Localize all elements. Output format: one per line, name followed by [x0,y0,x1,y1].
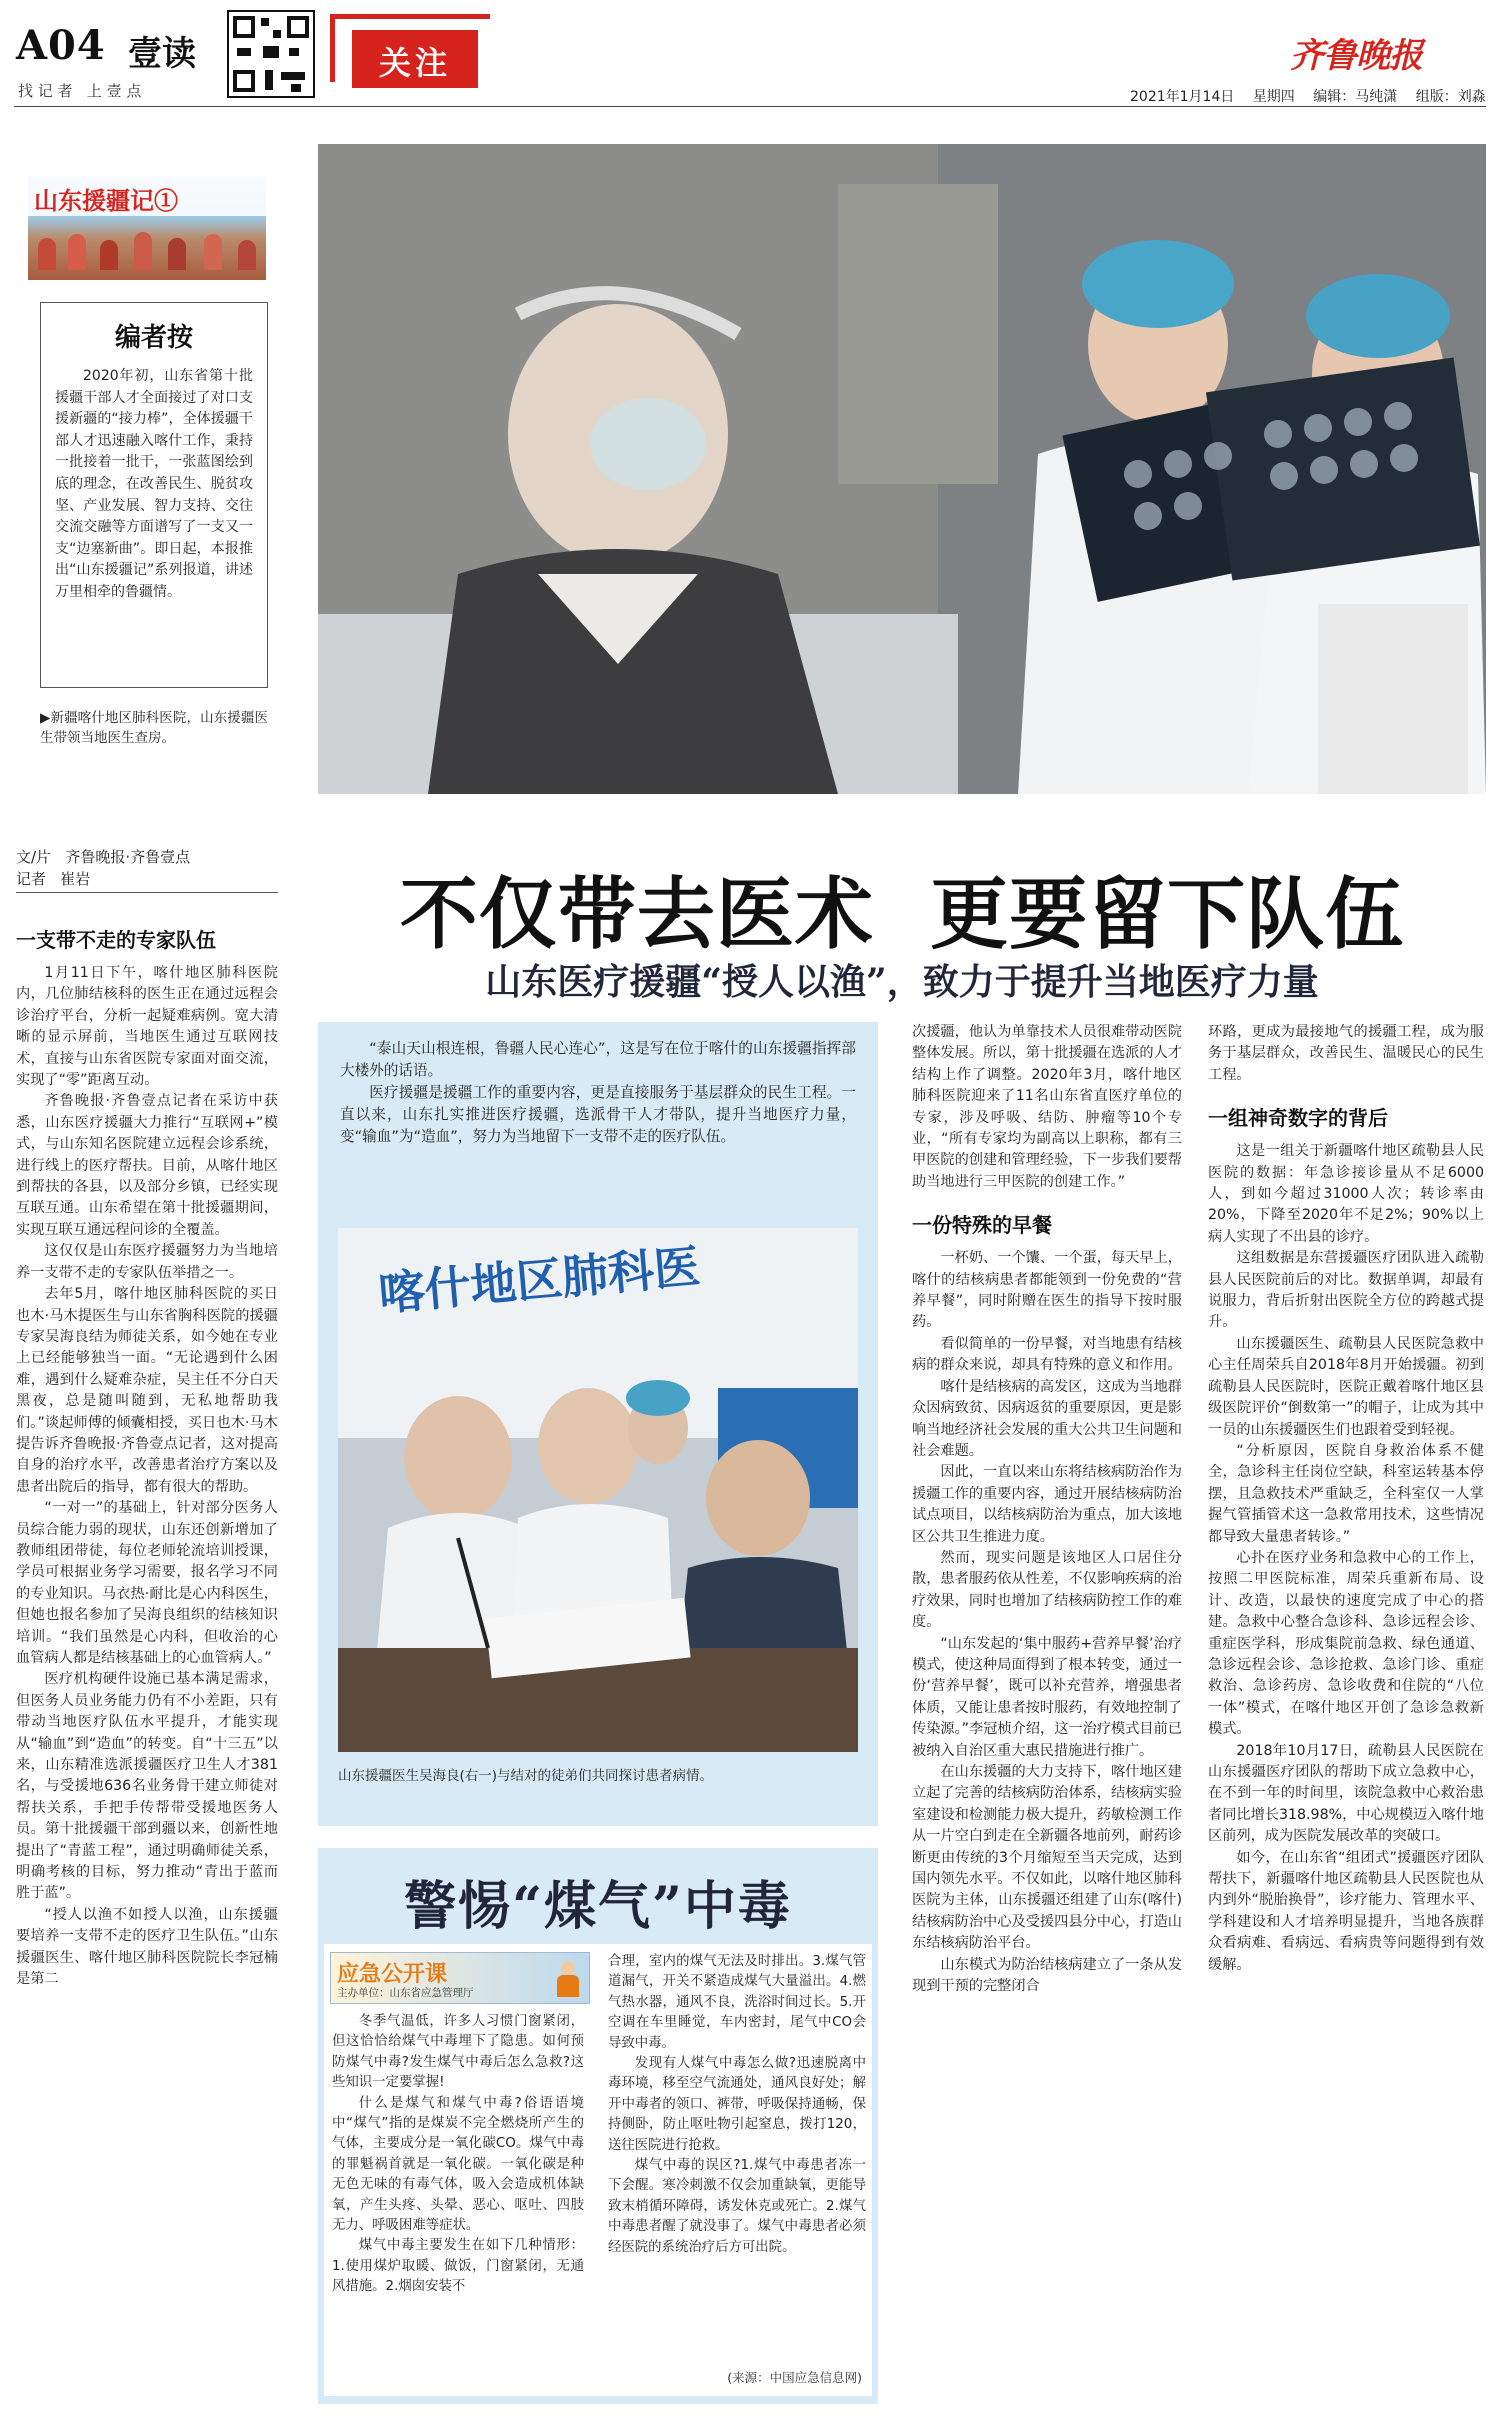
col5-paragraph: 山东援疆医生、疏勒县人民医院急救中心主任周荣兵自2018年8月开始援疆。初到疏勒县人民医院时，医院正戴着喀什地区县级医院评价“倒数第一”的帽子，让成为其中一员的山东援疆医生们也跟着受到轻视。 [1208,1335,1484,1438]
col5-paragraph: 这组数据是东营援疆医疗团队进入疏勒县人民医院前后的对比。数据单调，却最有说服力，背后折射出医院全方位的跨越式提升。 [1208,1250,1484,1331]
issue-date: 2021年1月14日 [1130,89,1235,105]
col5-paragraph: 这是一组关于新疆喀什地区疏勒县人民医院的数据：年急诊接诊量从不足6000人，到如今超过31000人次；转诊率由20%，下降至2020年不足2%；90%以上病人实现了不出县的诊疗。 [1208,1143,1484,1245]
col5-paragraph: “分析原因，医院自身救治体系不健全，急诊科主任岗位空缺，科室运转基本停摆，且急救技术严重缺乏，全科室仅一人掌握气管插管术这一急救常用技术，这些情况都导致大量患者转诊。” [1208,1442,1484,1545]
section-name: 壹读 [128,34,196,74]
col5-paragraph: 环路，更成为最接地气的援疆工程，成为服务于基层群众，改善民生、温暖民心的民生工程。 [1208,1024,1484,1083]
main-photo-illustration [318,144,1486,794]
inner-photo-caption: 山东援疆医生吴海良(右一)与结对的徒弟们共同探讨患者病情。 [338,1768,714,1784]
warning-paragraph: 发现有人煤气中毒怎么做?迅速脱离中毒环境，移至空气流通处，通风良好处；解开中毒者的领口、裤带，呼吸保持通畅，保持侧卧，防止呕吐物引起窒息，拨打120，送往医院进行抢救。 [608,2056,866,2153]
byline-line2: 记者 崔岩 [16,870,91,888]
editor-note-title: 编者按 [114,323,193,353]
warning-source: (来源：中国应急信息网) [727,2370,862,2385]
page-header [0,0,1500,108]
inner-photo-sign: 喀什地区肺科医 [376,1239,703,1321]
slogan: 找 记 者 上 壹 点 [18,82,142,100]
col1-paragraph: 1月11日下午，喀什地区肺科医院内，几位肺结核科的医生正在通过远程会诊治疗平台，分析一起疑难病例。宽大清晰的显示屏前，当地医生通过互联网技术，直接与山东省医院专家面对面交流，实现了“零”距离互动。 [16,965,278,1089]
col4-paragraph: 因此，一直以来山东将结核病防治作为援疆工作的重要内容，通过开展结核病防治试点项目，以结核病防治为重点，加大该地区公共卫生推进力度。 [912,1464,1182,1545]
warning-paragraph: 什么是煤气和煤气中毒?俗语语境中“煤气”指的是煤炭不完全燃烧所产生的气体，主要成分是一氧化碳CO。煤气中毒的罪魁祸首就是一氧化碳。一氧化碳是种无色无味的有毒气体，吸入会造成机体缺氧，产生头疼、头晕、恶心、呕吐、四肢无力、呼吸困难等症状。 [332,2095,584,2234]
warning-left-column [332,2012,584,2298]
page-code: A04 [16,22,106,69]
col4-paragraph: 次援疆，他认为单靠技术人员很难带动医院整体发展。所以，第十批援疆在选派的人才结构上作了调整。2020年3月，喀什地区肺科医院迎来了11名山东省直医疗单位的专家，涉及呼吸、结防、肿瘤等10个专业，“所有专家均为副高以上职称，都有三甲医院的创建和管理经验，下一步我们要帮助当地进行三甲医院的创建工作。” [912,1024,1182,1190]
lead-paragraph-1: “泰山天山根连根，鲁疆人民心连心”，这是写在位于喀什的山东援疆指挥部大楼外的话语。 [340,1040,856,1079]
byline-line1: 文/片 齐鲁晚报·齐鲁壹点 [16,848,191,866]
byline-rule [16,892,278,893]
warning-right-column [608,1952,866,2258]
editor-credit: 编辑：马纯潇 [1313,89,1398,105]
col1-paragraph: 齐鲁晚报·齐鲁壹点记者在采访中获悉，山东医疗援疆大力推行“互联网+”模式，与山东知名医院建立远程会诊系统，进行线上的医疗帮扶。目前，从喀什地区到帮扶的各县，以及部分乡镇，已经实现互联互通。山东希望在第十批援疆期间，实现互联互通远程问诊的全覆盖。 [16,1093,278,1238]
series-banner [28,176,266,280]
headline-sub: 山东医疗援疆“授人以渔”，致力于提升当地医疗力量 [485,961,1319,1003]
header-meta [1130,86,1486,106]
banner-figure-icon [553,1961,583,1997]
warning-banner-title: 应急公开课 [337,1961,448,1987]
col5-paragraph: 2018年10月17日，疏勒县人民医院在山东援疆医疗团队的帮助下成立急救中心，在不到一年的时间里，该院急救中心救治患者同比增长318.98%，中心规模迈入喀什地区前列，成为医院发展改革的突破口。 [1208,1742,1484,1845]
col1-paragraph: 医疗机构硬件设施已基本满足需求，但医务人员业务能力仍有不小差距，只有带动当地医疗队伍水平提升，才能实现从“输血”到“造血”的转变。自“十三五”以来，山东精准选派援疆医疗卫生人才381名，与受援地636名业务骨干建立师徒对帮扶关系，手把手传帮带受援地医务人员。第十批援疆干部到疆以来，创新性地提出了“青蓝工程”，通过明确师徒关系，明确考核的目标，努力推动“青出于蓝而胜于蓝”。 [16,1671,278,1902]
editor-note [40,302,268,688]
col1-heading: 一支带不走的专家队伍 [16,928,216,952]
col5-heading: 一组神奇数字的背后 [1208,1106,1388,1131]
col5-paragraph: 如今，在山东省“组团式”援疆医疗团队帮扶下，新疆喀什地区疏勒县人民医院也从内到外“脱胎换骨”，诊疗能力、管理水平、学科建设和人才培养明显提升，当地各族群众看病难、看病远、看病贵等问题得到有效缓解。 [1208,1849,1484,1973]
col4-paragraph: “山东发起的‘集中服药+营养早餐’治疗模式，使这种局面得到了根本转变，通过一份‘营养早餐’，既可以补充营养，增强患者体质，又能让患者按时服药，有效地控制了传染源。”李冠桢介绍，这一治疗模式目前已被纳入自治区重大惠民措施进行推广。 [912,1635,1182,1759]
column-1 [16,920,278,1991]
col4-paragraph: 看似简单的一份早餐，对当地患有结核病的群众来说，却具有特殊的意义和作用。 [912,1335,1182,1374]
byline [16,846,278,890]
col1-paragraph: “一对一”的基础上，针对部分医务人员综合能力弱的现状，山东还创新增加了教师组团带徒，每位老师轮流培训授课，学员可根据业务学习需要，报名学习不同的专业知识。马衣热·耐比是心内科医生，但她也报名参加了吴海良组织的结核知识培训。“我们虽然是心内科，但收治的心血管病人都是结核基础上的心血管病人。” [16,1500,278,1666]
col4-paragraph: 喀什是结核病的高发区，这成为当地群众因病致贫、因病返贫的重要原因，更是影响当地经济社会发展的重大公共卫生问题和社会难题。 [912,1378,1182,1459]
series-title: 山东援疆记① [34,186,178,215]
col1-paragraph: 去年5月，喀什地区肺科医院的买日也木·马木提医生与山东省胸科医院的援疆专家吴海良结为师徒关系，如今她在专业上已经能够独当一面。“无论遇到什么困难，遇到什么疑难杂症，吴主任不分白天黑夜，总是随叫随到，无私地帮助我们。”谈起师傅的倾囊相授，买日也木·马木提告诉齐鲁晚报·齐鲁壹点记者，这对提高自身的治疗水平，改善患者治疗方案以及患者出院后的指导，都有很大的帮助。 [16,1286,278,1495]
col1-paragraph: 这仅仅是山东医疗援疆努力为当地培养一支带不走的专家队伍举措之一。 [16,1243,278,1281]
photo-caption-top: ▶新疆喀什地区肺科医院，山东援疆医生带领当地医生查房。 [40,710,268,746]
warning-box [318,1848,878,2404]
editor-note-text: 2020年初，山东省第十批援疆干部人才全面接过了对口支援新疆的“接力棒”，全体援疆干部人才迅速融入喀什工作，秉持一批接着一批干，一张蓝图绘到底的理念，在改善民生、脱贫攻坚、产业发展、智力支持、交往交流交融等方面谱写了一支又一支“边塞新曲”。即日起，本报推出“山东援疆记”系列报道，讲述万里相牵的鲁疆情。 [55,368,253,600]
main-photo [318,144,1486,794]
col4-paragraph: 然而，现实问题是该地区人口居住分散，患者服药依从性差，不仅影响疾病的治疗效果，同时也增加了结核病防控工作的难度。 [912,1549,1182,1631]
col5-paragraph: 心扑在医疗业务和急救中心的工作上，按照二甲医院标准，周荣兵重新布局、设计、改造，以最快的速度完成了中心的搭建。急救中心整合急诊科、急诊远程会诊、重症医学科，形成集院前急救、绿色通道、急诊远程会诊、急诊抢救、急诊门诊、重症救治、急诊药房、急诊收费和住院的“八位一体”模式，在喀什地区开创了急诊急救新模式。 [1208,1549,1484,1738]
warning-paragraph: 煤气中毒的误区?1.煤气中毒患者冻一下会醒。寒冷刺激不仅会加重缺氧，更能导致末梢循环障碍，诱发休克或死亡。2.煤气中毒患者醒了就没事了。煤气中毒患者必须经医院的系统治疗后方可出院。 [608,2158,866,2255]
col4-heading: 一份特殊的早餐 [912,1213,1052,1238]
col4-paragraph: 在山东援疆的大力支持下，喀什地区建立起了完善的结核病防治体系，结核病实验室建设和检测能力极大提升，药敏检测工作从一片空白到走在全新疆各地前列，耐药诊断更由传统的3个月缩短至当天完成，达到国内领先水平。不仅如此，以喀什地区肺科医院为主体，山东援疆还组建了山东(喀什)结核病防治中心及受援四县分中心，打造山东结核病防治平台。 [912,1764,1182,1952]
inner-photo [338,1228,858,1752]
col1-paragraph: “授人以渔不如授人以渔，山东援疆要培养一支带不走的医疗卫生队伍。”山东援疆医生、喀什地区肺科医院院长李冠楠是第二 [16,1906,278,1988]
warning-banner [330,1952,590,2004]
lead-paragraph-2: 医疗援疆是援疆工作的重要内容，更是直接服务于基层群众的民生工程。一直以来，山东扎实推进医疗援疆，选派骨干人才带队，提升当地医疗力量，变“输血”为“造血”，努力为当地留下一支带不走的医疗队伍。 [340,1084,856,1145]
col4-paragraph: 山东模式为防治结核病建立了一条从发现到干预的完整闭合 [912,1956,1182,1995]
qr-code-icon [227,10,315,98]
warning-title: 警惕“煤气”中毒 [404,1876,792,1937]
lead-box [318,1022,878,1826]
tag-label: 关注 [378,44,451,82]
issue-weekday: 星期四 [1252,89,1295,105]
warning-paragraph: 煤气中毒主要发生在如下几种情形：1.使用煤炉取暖、做饭，门窗紧闭，无通风措施。2.烟囱安装不 [332,2238,584,2295]
warning-paragraph: 合理，室内的煤气无法及时排出。3.煤气管道漏气，开关不紧造成煤气大量溢出。4.燃气热水器，通风不良，洗浴时间过长。5.开空调在车里睡觉，车内密封，尾气中CO会导致中毒。 [608,1954,866,2051]
warning-paragraph: 冬季气温低，许多人习惯门窗紧闭，但这恰恰给煤气中毒埋下了隐患。如何预防煤气中毒?发生煤气中毒后怎么急救?这些知识一定要掌握! [332,2014,584,2091]
col4-paragraph: 一杯奶、一个馕、一个蛋，每天早上，喀什的结核病患者都能领到一份免费的“营养早餐”，同时附赠在医生的指导下按时服药。 [912,1250,1182,1331]
column-5 [1208,1022,1484,1976]
header-rule [14,106,1486,107]
headline-main: 不仅带去医术 更要留下队伍 [399,869,1405,960]
brand-logo: 齐鲁晚报 [1290,36,1422,76]
column-4 [912,1022,1182,1997]
warning-banner-sponsor: 主办单位：山东省应急管理厅 [337,1987,474,1999]
layout-credit: 组版：刘淼 [1415,89,1486,105]
